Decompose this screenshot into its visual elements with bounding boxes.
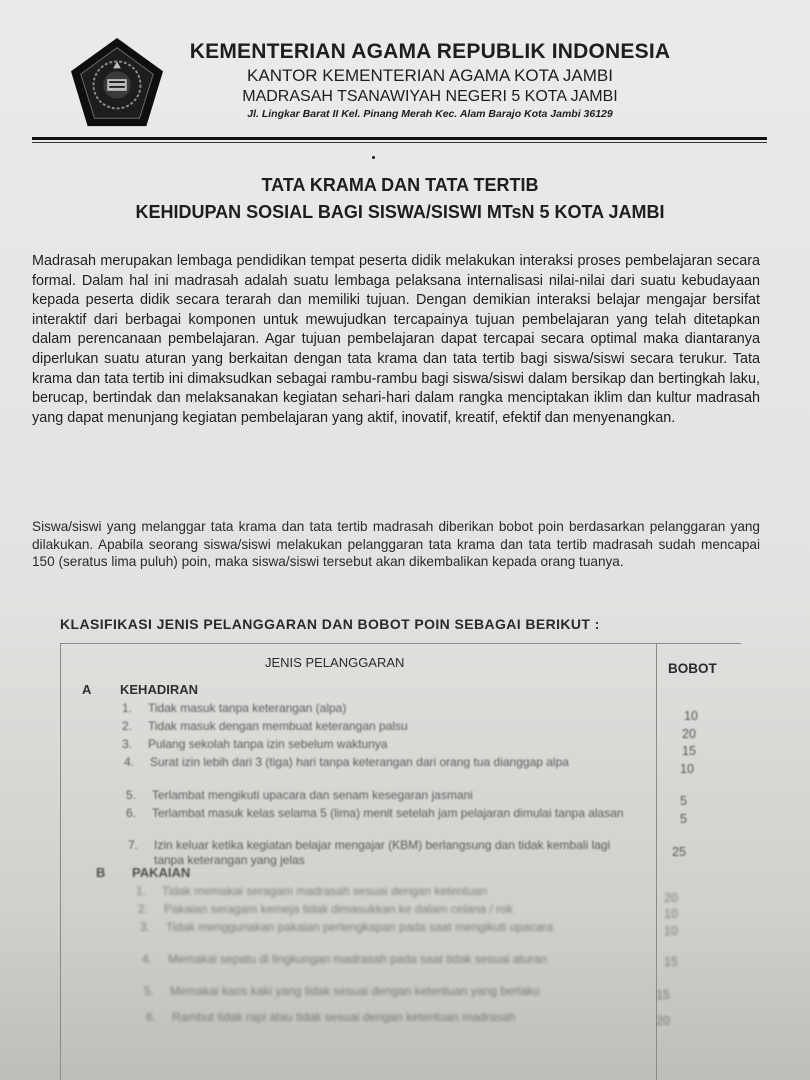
- row-points: 15: [664, 955, 678, 969]
- paper-mark: [372, 156, 375, 159]
- row-text: Tidak masuk tanpa keterangan (alpa): [148, 701, 347, 715]
- row-points: 10: [664, 924, 678, 938]
- row-number: 6.: [146, 1010, 157, 1024]
- title-line-2: KEHIDUPAN SOSIAL BAGI SISWA/SISWI MTsN 5 KOTA JAMBI: [135, 202, 665, 222]
- classification-heading: KLASIFIKASI JENIS PELANGGARAN DAN BOBOT POIN SEBAGAI BERIKUT :: [60, 616, 600, 632]
- section-b-letter: B: [96, 865, 106, 880]
- letterhead-address: Jl. Lingkar Barat II Kel. Pinang Merah Kec. Alam Barajo Kota Jambi 36129: [247, 108, 613, 120]
- row-points: 5: [680, 794, 687, 808]
- row-number: 4.: [142, 952, 153, 966]
- row-number: 7.: [128, 838, 139, 852]
- letterhead-divider-thin: [32, 142, 767, 143]
- row-points: 10: [680, 762, 694, 776]
- section-a-letter: A: [82, 682, 92, 697]
- row-text: Tidak menggunakan pakaian perlengkapan pada saat mengikuti upacara: [166, 920, 554, 934]
- row-text: Memakai sepatu di lingkungan madrasah pada saat tidak sesuai aturan: [168, 952, 547, 966]
- row-points: 20: [664, 891, 678, 905]
- row-number: 1.: [136, 884, 147, 898]
- row-points: 5: [680, 812, 687, 826]
- table-header-type: JENIS PELANGGARAN: [265, 655, 405, 670]
- row-text: Tidak memakai seragam madrasah sesuai dengan ketentuan: [162, 884, 488, 898]
- intro-paragraph: Madrasah merupakan lembaga pendidikan tempat peserta didik melakukan interaksi proses pembelajaran secara formal. Dalam hal ini madrasah adalah suatu lembaga pelaksana internalisasi nilai-nilai dari suatu kebudayaan kepada peserta didik secara terarah dan memiliki tujuan. Dengan demikian interaksi belajar mengajar bersifat interaktif dari berbagai komponen untuk mewujudkan tercapainya tujuan pembelajaran yang telah ditetapkan dalam perencanaan pembelajaran. Agar tujuan pembelajaran dapat tercapai secara optimal maka diantaranya diperlukan suatu aturan yang berkaitan dengan tata krama dan tata tertib bagi siswa/siswi secara terukur. Tata krama dan tata tertib ini dimaksudkan sebagai rambu-rambu bagi siswa/siswi dalam bersikap dan bertingkah laku, berucap, bertindak dan melaksanakan kegiatan sehari-hari dalam rangka menciptakan iklim dan kultur madrasah yang dapat menunjang kegiatan pembelajaran yang aktif, inovatif, kreatif, efektif dan menyenangkan.: [32, 253, 760, 426]
- row-number: 5.: [144, 984, 155, 998]
- row-number: 3.: [122, 737, 133, 751]
- document-title: [60, 175, 740, 223]
- row-number: 5.: [126, 788, 137, 802]
- row-text: Pulang sekolah tanpa izin sebelum waktunya: [148, 737, 388, 751]
- row-points: 10: [684, 709, 698, 723]
- letterhead-ministry: KEMENTERIAN AGAMA REPUBLIK INDONESIA: [189, 40, 671, 63]
- row-number: 3.: [140, 920, 151, 934]
- row-text: Izin keluar ketika kegiatan belajar mengajar (KBM) berlangsung dan tidak kembali lagi tanpa keterangan yang jelas: [154, 838, 611, 867]
- letterhead-office: KANTOR KEMENTERIAN AGAMA KOTA JAMBI: [247, 66, 613, 85]
- row-text: Pakaian seragam kemeja tidak dimasukkan ke dalam celana / rok: [164, 902, 513, 916]
- row-number: 2.: [138, 902, 149, 916]
- section-b-title: PAKAIAN: [132, 865, 191, 880]
- letterhead-divider: [32, 137, 767, 140]
- row-points: 15: [682, 744, 696, 758]
- section-a-title: KEHADIRAN: [120, 682, 198, 697]
- row-text: Terlambat mengikuti upacara dan senam kesegaran jasmani: [152, 788, 473, 802]
- row-number: 1.: [122, 701, 133, 715]
- kemenag-emblem-icon: [68, 36, 166, 130]
- title-line-1: TATA KRAMA DAN TATA TERTIB: [261, 175, 539, 195]
- row-number: 6.: [126, 806, 137, 820]
- row-text: Memakai kaos kaki yang tidak sesuai dengan ketentuan yang berlaku: [170, 984, 540, 998]
- row-number: 2.: [122, 719, 133, 733]
- row-points: 20: [682, 727, 696, 741]
- row-text: Terlambat masuk kelas selama 5 (lima) menit setelah jam pelajaran dimulai tanpa alasan: [152, 806, 624, 820]
- row-text: Rambut tidak rapi atau tidak sesuai dengan ketentuan madrasah: [172, 1010, 516, 1024]
- letterhead: [170, 40, 690, 120]
- row-points: 20: [656, 1014, 670, 1028]
- row-text: Tidak masuk dengan membuat keterangan palsu: [148, 719, 408, 733]
- row-points: 15: [656, 988, 670, 1002]
- row-number: 4.: [124, 755, 135, 769]
- letterhead-school: MADRASAH TSANAWIYAH NEGERI 5 KOTA JAMBI: [242, 88, 618, 105]
- row-text: Surat izin lebih dari 3 (tiga) hari tanpa keterangan dari orang tua dianggap alpa: [150, 755, 569, 769]
- point-rule-paragraph: Siswa/siswi yang melanggar tata krama dan tata tertib madrasah diberikan bobot poin berdasarkan pelanggaran yang dilakukan. Apabila seorang siswa/siswi melakukan pelanggaran tata krama dan tata tertib madrasah sudah mencapai 150 (seratus lima puluh) poin, maka siswa/siswi tersebut akan dikembalikan kepada orang tuanya.: [32, 519, 760, 569]
- row-points: 10: [664, 907, 678, 921]
- table-header-points: BOBOT: [668, 661, 717, 676]
- row-points: 25: [672, 845, 686, 859]
